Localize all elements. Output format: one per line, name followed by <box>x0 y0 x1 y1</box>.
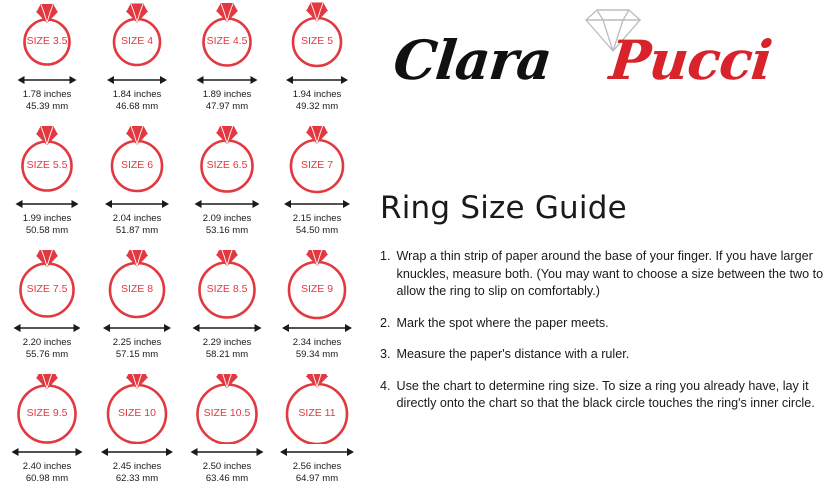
ring-size-cell <box>182 124 272 248</box>
page-title: Ring Size Guide <box>380 190 627 226</box>
step-text: Mark the spot where the paper meets. <box>396 315 609 330</box>
ring-measurement-inches: 2.20 inches <box>22 337 72 348</box>
measurement-arrow-icon <box>95 197 179 211</box>
ring-measurement-mm: 64.97 mm <box>295 472 339 484</box>
measurement-arrow-icon <box>185 197 269 211</box>
ring-measurement <box>203 89 252 112</box>
measurement-arrow-icon <box>95 445 179 459</box>
ring-illustration <box>275 2 359 72</box>
ring-size-cell <box>182 372 272 496</box>
brand-logo <box>382 4 832 104</box>
ring-size-cell <box>92 0 182 124</box>
ring-measurement-mm: 55.76 mm <box>25 348 69 360</box>
ring-measurement <box>293 461 342 484</box>
ring-measurement-mm: 51.87 mm <box>115 224 159 236</box>
ring-measurement <box>293 213 342 236</box>
ring-measurement-inches: 2.56 inches <box>292 461 342 472</box>
step-number: 1. <box>380 249 391 263</box>
ring-size-label: SIZE 10 <box>118 407 156 419</box>
measurement-arrow-icon <box>5 73 89 87</box>
step-number: 2. <box>380 315 391 330</box>
instruction-step <box>380 378 830 413</box>
ring-measurement <box>203 461 252 484</box>
ring-measurement-inches: 2.25 inches <box>112 337 162 348</box>
ring-size-cell <box>272 0 362 124</box>
measurement-arrow-icon <box>275 197 359 211</box>
step-text: Wrap a thin strip of paper around the base of your finger. If you have larger knuckles, measure both. (You may want to choose a size between the two to allow the ring to slip on comfortably.) <box>396 249 824 298</box>
ring-size-cell <box>272 372 362 496</box>
ring-size-label: SIZE 4 <box>120 35 154 47</box>
ring-measurement-inches: 1.99 inches <box>22 213 72 224</box>
ring-measurement-mm: 49.32 mm <box>295 100 339 112</box>
ring-illustration <box>5 374 89 444</box>
ring-measurement-mm: 47.97 mm <box>205 100 249 112</box>
ring-measurement-inches: 2.50 inches <box>202 461 252 472</box>
ring-illustration <box>5 126 89 196</box>
brand-name-clara: Clara <box>390 28 555 92</box>
ring-measurement <box>203 213 252 236</box>
ring-size-cell <box>272 248 362 372</box>
ring-measurement <box>293 89 342 112</box>
measurement-arrow-icon <box>185 73 269 87</box>
measurement-arrow-icon <box>275 73 359 87</box>
ring-measurement-mm: 62.33 mm <box>115 472 159 484</box>
brand-name-pucci: Pucci <box>606 28 775 92</box>
instruction-step <box>380 315 830 333</box>
ring-illustration <box>95 2 179 72</box>
ring-measurement-mm: 45.39 mm <box>25 100 69 112</box>
step-text: Use the chart to determine ring size. To size a ring you already have, lay it directly onto the chart so that the black circle touches the ring's inner circle. <box>396 378 815 410</box>
step-text: Measure the paper's distance with a ruler. <box>396 347 630 361</box>
instruction-step <box>380 346 830 364</box>
ring-size-label: SIZE 11 <box>298 407 336 419</box>
measurement-arrow-icon <box>5 321 89 335</box>
instruction-steps <box>380 248 830 427</box>
ring-measurement-inches: 2.29 inches <box>202 337 252 348</box>
ring-measurement-inches: 1.78 inches <box>22 89 72 100</box>
ring-measurement-mm: 53.16 mm <box>205 224 249 236</box>
ring-measurement <box>23 89 72 112</box>
ring-illustration <box>185 250 269 320</box>
ring-measurement <box>113 461 162 484</box>
ring-size-label: SIZE 3.5 <box>26 35 68 47</box>
ring-measurement-mm: 59.34 mm <box>295 348 339 360</box>
ring-measurement <box>203 337 252 360</box>
step-number: 4. <box>380 378 391 393</box>
ring-measurement-inches: 2.15 inches <box>292 213 342 224</box>
ring-size-label: SIZE 8 <box>120 283 154 295</box>
measurement-arrow-icon <box>5 445 89 459</box>
ring-measurement-mm: 63.46 mm <box>205 472 249 484</box>
ring-size-label: SIZE 4.5 <box>206 35 248 47</box>
ring-measurement-mm: 57.15 mm <box>115 348 159 360</box>
ring-size-cell <box>92 124 182 248</box>
ring-illustration <box>5 250 89 320</box>
ring-size-label: SIZE 7 <box>300 159 334 171</box>
ring-size-cell <box>2 0 92 124</box>
measurement-arrow-icon <box>95 321 179 335</box>
ring-size-label: SIZE 9.5 <box>26 407 68 419</box>
ring-size-label: SIZE 6.5 <box>206 159 248 171</box>
ring-illustration <box>5 2 89 72</box>
ring-measurement <box>23 461 72 484</box>
ring-measurement <box>293 337 342 360</box>
ring-illustration <box>275 250 359 320</box>
ring-measurement <box>23 213 72 236</box>
ring-size-cell <box>2 372 92 496</box>
ring-measurement-mm: 50.58 mm <box>25 224 69 236</box>
ring-illustration <box>185 374 269 444</box>
measurement-arrow-icon <box>185 321 269 335</box>
ring-measurement-inches: 1.94 inches <box>292 89 342 100</box>
ring-size-label: SIZE 5.5 <box>26 159 68 171</box>
ring-measurement-mm: 60.98 mm <box>25 472 69 484</box>
ring-measurement-inches: 2.09 inches <box>202 213 252 224</box>
measurement-arrow-icon <box>5 197 89 211</box>
ring-illustration <box>185 2 269 72</box>
ring-illustration <box>95 126 179 196</box>
ring-measurement-inches: 2.40 inches <box>22 461 72 472</box>
ring-illustration <box>275 374 359 444</box>
ring-measurement <box>113 337 162 360</box>
ring-measurement-inches: 2.34 inches <box>292 337 342 348</box>
ring-measurement <box>113 89 162 112</box>
ring-measurement-inches: 2.45 inches <box>112 461 162 472</box>
ring-size-label: SIZE 6 <box>120 159 154 171</box>
ring-measurement-inches: 1.84 inches <box>112 89 162 100</box>
ring-measurement-mm: 46.68 mm <box>115 100 159 112</box>
ring-illustration <box>185 126 269 196</box>
ring-size-cell <box>92 372 182 496</box>
measurement-arrow-icon <box>275 445 359 459</box>
ring-measurement-mm: 54.50 mm <box>295 224 339 236</box>
ring-size-cell <box>182 0 272 124</box>
ring-illustration <box>275 126 359 196</box>
ring-size-label: SIZE 8.5 <box>206 283 248 295</box>
ring-size-cell <box>2 248 92 372</box>
ring-measurement-inches: 2.04 inches <box>112 213 162 224</box>
ring-size-label: SIZE 5 <box>300 35 334 47</box>
measurement-arrow-icon <box>95 73 179 87</box>
ring-measurement-mm: 58.21 mm <box>205 348 249 360</box>
ring-size-cell <box>2 124 92 248</box>
ring-measurement <box>23 337 72 360</box>
ring-size-label: SIZE 7.5 <box>26 283 68 295</box>
measurement-arrow-icon <box>275 321 359 335</box>
instruction-step <box>380 248 830 301</box>
step-number: 3. <box>380 347 391 361</box>
measurement-arrow-icon <box>185 445 269 459</box>
ring-size-cell <box>92 248 182 372</box>
ring-illustration <box>95 250 179 320</box>
ring-measurement-inches: 1.89 inches <box>202 89 252 100</box>
ring-size-label: SIZE 9 <box>300 283 334 295</box>
ring-size-cell <box>272 124 362 248</box>
ring-size-cell <box>182 248 272 372</box>
ring-size-label: SIZE 10.5 <box>203 407 251 419</box>
ring-illustration <box>95 374 179 444</box>
ring-measurement <box>113 213 162 236</box>
guide-panel <box>372 0 839 501</box>
ring-size-chart <box>0 0 362 501</box>
